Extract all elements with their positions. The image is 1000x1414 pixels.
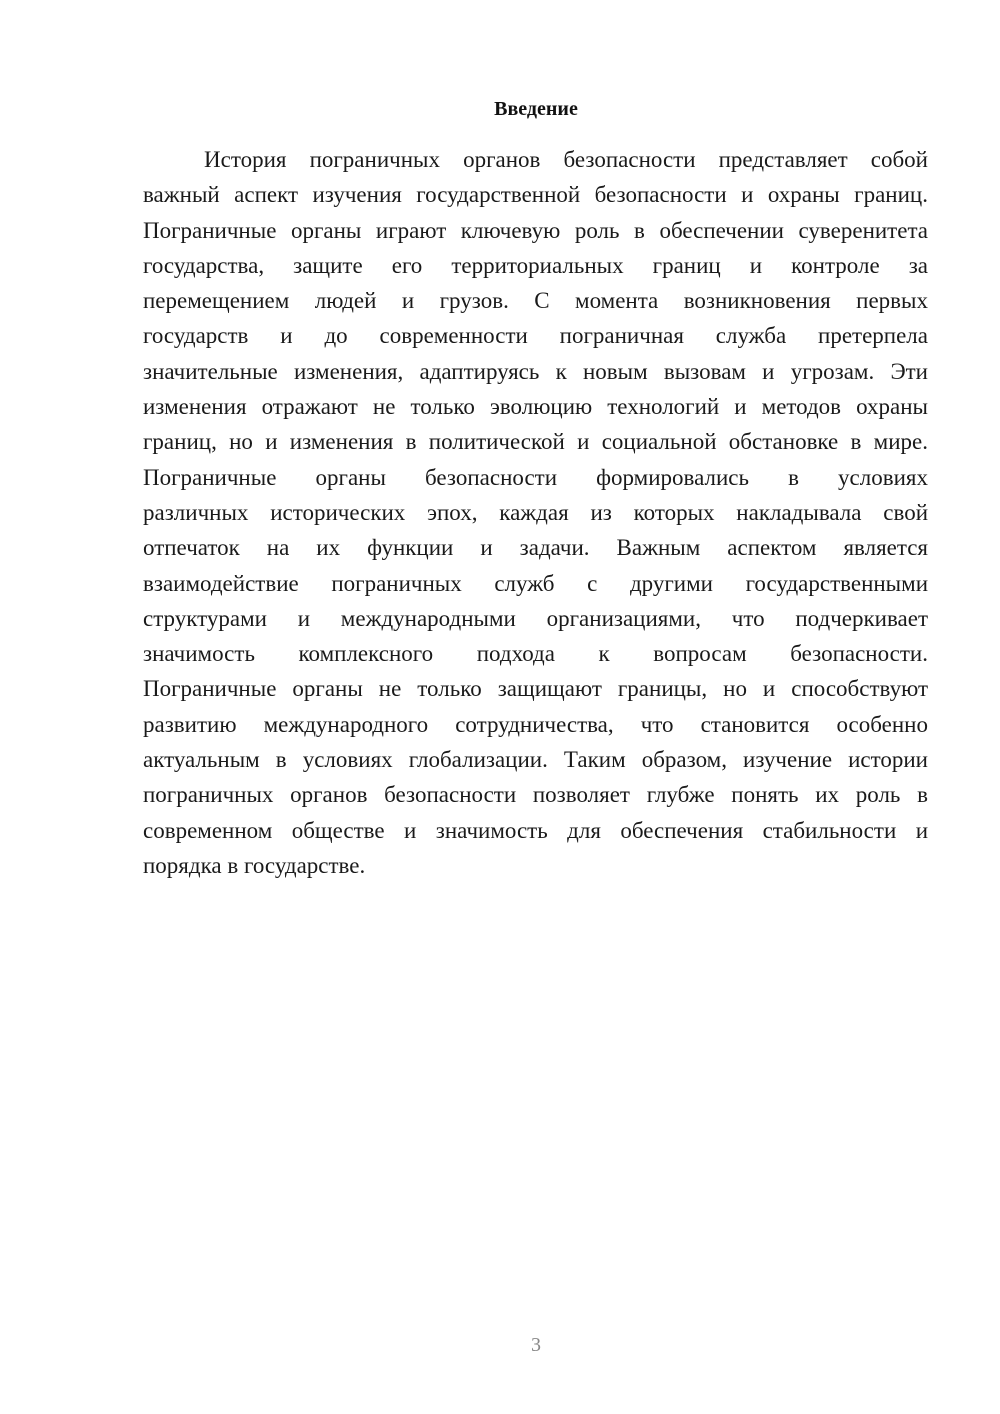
- paragraph-line: структурами и международными организациями, что подчеркивает: [143, 605, 928, 631]
- paragraph-line: пограничных органов безопасности позволяет глубже понять их роль в: [143, 782, 928, 808]
- page-number: 3: [531, 1334, 541, 1356]
- paragraph-line: изменения отражают не только эволюцию технологий и методов охраны: [143, 394, 928, 420]
- paragraph-line: современном обществе и значимость для обеспечения стабильности и: [143, 817, 928, 843]
- paragraph-line: границ, но и изменения в политической и социальной обстановке в мире.: [143, 429, 928, 455]
- paragraph-line: История пограничных органов безопасности представляет собой: [204, 147, 928, 172]
- paragraph-line: значимость комплексного подхода к вопросам безопасности.: [143, 641, 928, 667]
- paragraph-line: различных исторических эпох, каждая из которых накладывала свой: [143, 499, 928, 525]
- paragraph-line: государства, защите его территориальных границ и контроле за: [143, 252, 928, 278]
- paragraph-line: перемещением людей и грузов. С момента возникновения первых: [143, 288, 928, 314]
- section-heading: Введение: [494, 98, 578, 120]
- paragraph-line: Пограничные органы играют ключевую роль в обеспечении суверенитета: [143, 217, 928, 243]
- paragraph-line: отпечаток на их функции и задачи. Важным аспектом является: [143, 535, 928, 561]
- paragraph-line: взаимодействие пограничных служб с другими государственными: [143, 570, 928, 596]
- body-paragraph: [143, 142, 928, 883]
- paragraph-line: порядка в государстве.: [143, 852, 366, 878]
- paragraph-line: важный аспект изучения государственной безопасности и охраны границ.: [143, 182, 928, 208]
- paragraph-line: Пограничные органы безопасности формировались в условиях: [143, 464, 928, 490]
- paragraph-line: актуальным в условиях глобализации. Таким образом, изучение истории: [143, 747, 928, 773]
- paragraph-line: государств и до современности пограничная служба претерпела: [143, 323, 928, 349]
- paragraph-line: Пограничные органы не только защищают границы, но и способствуют: [143, 676, 928, 702]
- paragraph-line: развитию международного сотрудничества, что становится особенно: [143, 711, 928, 737]
- paragraph-line: значительные изменения, адаптируясь к новым вызовам и угрозам. Эти: [143, 358, 928, 384]
